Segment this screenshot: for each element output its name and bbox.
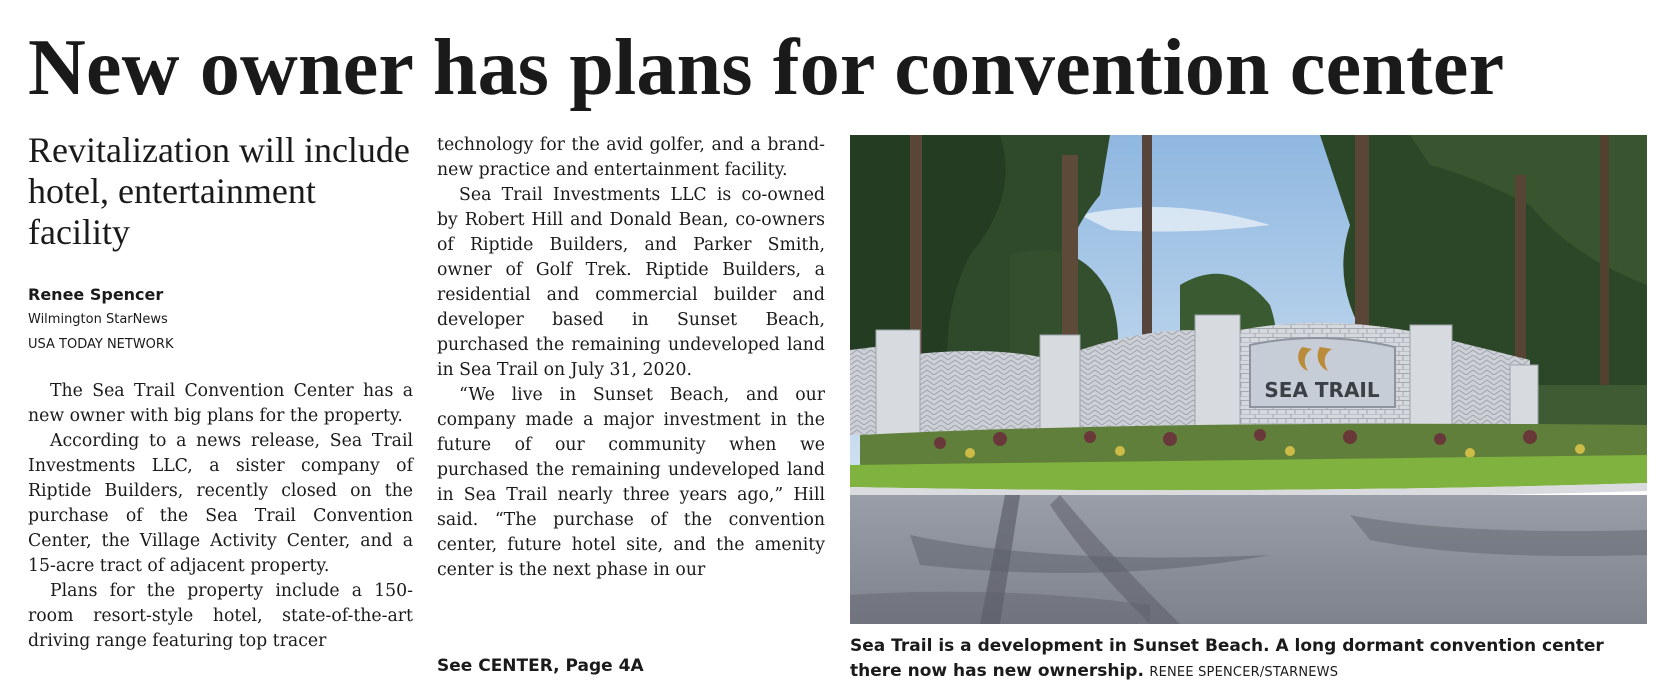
photo-caption [850,634,1647,685]
byline-network: USA TODAY NETWORK [28,337,174,352]
deck-subheadline: Revitalization will include hotel, entertainment facility [28,130,410,252]
byline-author: Renee Spencer [28,285,164,304]
column-2-body [437,133,825,583]
paragraph: technology for the avid golfer, and a brand-new practice and entertainment facility. [437,135,825,180]
byline [28,283,413,357]
byline-publication: Wilmington StarNews [28,312,168,327]
paragraph: According to a news release, Sea Trail Investments LLC, a sister company of Riptide Builders, recently closed on the purchase of the Sea Trail Convention Center, the Village Activity Center, and a 15-acre tract of adjacent property. [28,431,413,576]
caption-text: Sea Trail is a development in Sunset Beach. A long dormant convention center there now has new ownership. [850,636,1604,681]
sea-trail-entrance-photo [850,135,1647,624]
paragraph: Plans for the property include a 150-room resort-style hotel, state-of-the-art driving range featuring top tracer [28,581,413,651]
column-1 [28,130,413,654]
paragraph: “We live in Sunset Beach, and our company made a major investment in the future of our community when we purchased the remaining undeveloped land in Sea Trail nearly three years ago,” Hill said. “The purchase of the convention center, future hotel site, and the amenity center is the next phase in our [437,385,825,580]
headline: New owner has plans for convention center [28,24,1505,112]
jump-line: See CENTER, Page 4A [437,656,644,676]
column-1-body [28,379,413,654]
photo-sign-text: SEA TRAIL [1264,378,1380,402]
paragraph: The Sea Trail Convention Center has a new owner with big plans for the property. [28,381,413,426]
paragraph: Sea Trail Investments LLC is co-owned by Robert Hill and Donald Bean, co-owners of Riptide Builders, and Parker Smith, owner of Golf Trek. Riptide Builders, a residential and commercial builder and developer based in Sunset Beach, purchased the remaining undeveloped land in Sea Trail on July 31, 2020. [437,185,825,380]
photo-credit: RENEE SPENCER/STARNEWS [1149,665,1339,680]
